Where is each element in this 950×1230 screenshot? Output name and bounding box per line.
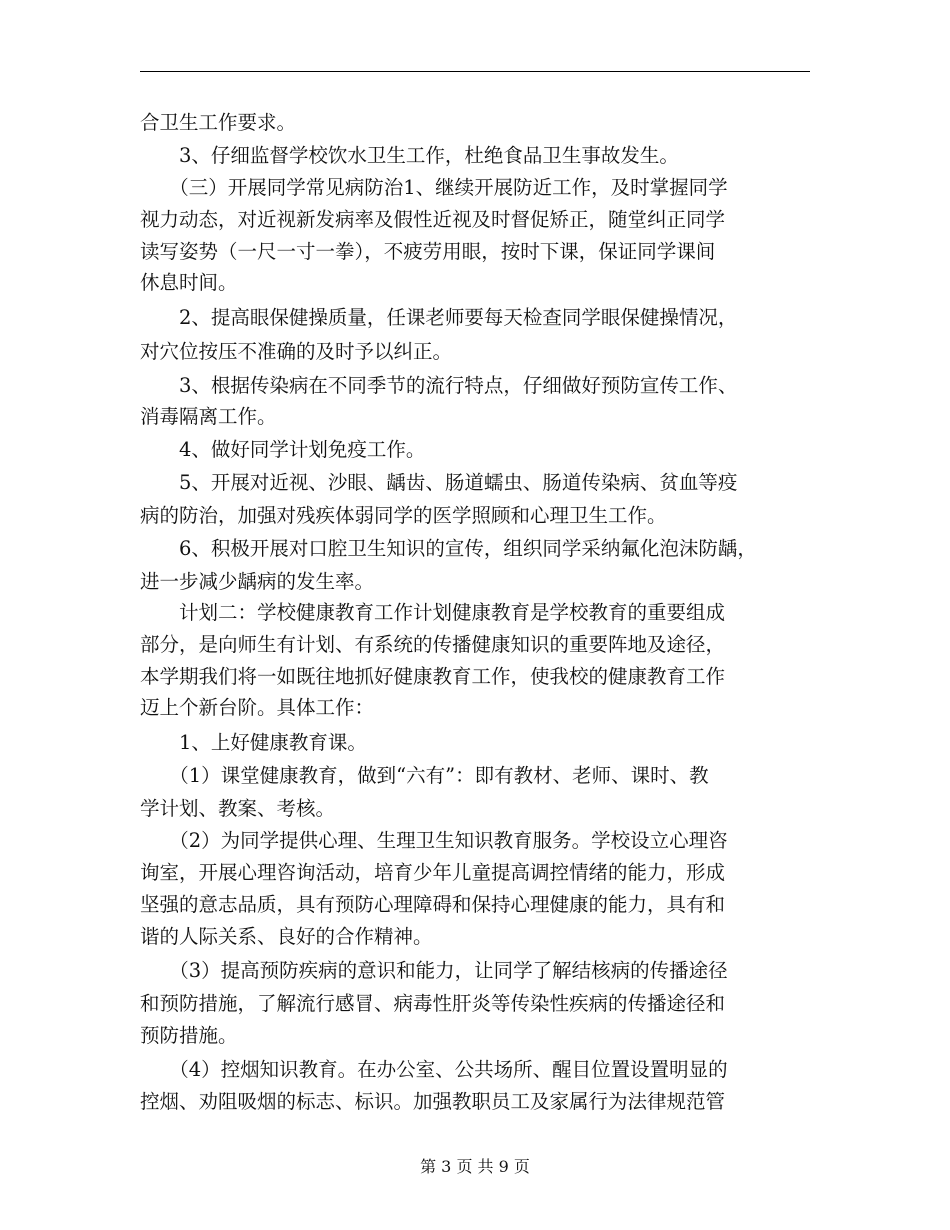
body-line: （1）课堂健康教育，做到“六有”：即有教材、老师、课时、教 <box>140 764 709 787</box>
body-line: 控烟、劝阻吸烟的标志、标识。加强教职员工及家属行为法律规范管 <box>140 1090 726 1113</box>
body-line: 休息时间。 <box>140 271 238 294</box>
body-line: 读写姿势（一尺一寸一拳），不疲劳用眼，按时下课，保证同学课间 <box>140 240 716 263</box>
body-line: 2、提高眼保健操质量，任课老师要每天检查同学眼保健操情况， <box>140 306 738 329</box>
body-line: 谐的人际关系、良好的合作精神。 <box>140 925 433 948</box>
body-line: 1、上好健康教育课。 <box>140 731 367 754</box>
body-line: 进一步减少龋病的发生率。 <box>140 570 375 593</box>
body-line: 对穴位按压不准确的及时予以纠正。 <box>140 340 453 363</box>
page-number-footer: 第 3 页 共 9 页 <box>420 1157 530 1176</box>
body-line: 视力动态，对近视新发病率及假性近视及时督促矫正，随堂纠正同学 <box>140 208 726 231</box>
body-line: 3、仔细监督学校饮水卫生工作，杜绝食品卫生事故发生。 <box>140 144 679 167</box>
body-line: 和预防措施，了解流行感冒、病毒性肝炎等传染性疾病的传播途径和 <box>140 992 726 1015</box>
body-line: 合卫生工作要求。 <box>140 111 297 134</box>
header-rule <box>140 71 810 72</box>
body-line: 询室，开展心理咨询活动，培育少年儿童提高调控情绪的能力，形成 <box>140 861 726 884</box>
body-line: 病的防治，加强对残疾体弱同学的医学照顾和心理卫生工作。 <box>140 504 667 527</box>
body-line: （3）提高预防疾病的意识和能力，让同学了解结核病的传播途径 <box>140 959 728 982</box>
body-line: 学计划、教案、考核。 <box>140 797 336 820</box>
body-line: 计划二：学校健康教育工作计划健康教育是学校教育的重要组成 <box>140 601 726 624</box>
body-line: （三）开展同学常见病防治1、继续开展防近工作，及时掌握同学 <box>140 176 728 199</box>
body-line: 6、积极开展对口腔卫生知识的宣传，组织同学采纳氟化泡沫防龋， <box>140 537 757 560</box>
body-line: 部分，是向师生有计划、有系统的传播健康知识的重要阵地及途径， <box>140 633 726 656</box>
body-line: 坚强的意志品质，具有预防心理障碍和保持心理健康的能力，具有和 <box>140 893 726 916</box>
body-line: 消毒隔离工作。 <box>140 405 277 428</box>
body-line: 迈上个新台阶。具体工作： <box>140 696 375 719</box>
body-line: （4）控烟知识教育。在办公室、公共场所、醒目位置设置明显的 <box>140 1058 728 1081</box>
body-line: 预防措施。 <box>140 1024 238 1047</box>
body-line: 3、根据传染病在不同季节的流行特点，仔细做好预防宣传工作、 <box>140 374 738 397</box>
body-line: 4、做好同学计划免疫工作。 <box>140 438 426 461</box>
body-line: 5、开展对近视、沙眼、龋齿、肠道蠕虫、肠道传染病、贫血等疫 <box>140 471 738 494</box>
body-line: （2）为同学提供心理、生理卫生知识教育服务。学校设立心理咨 <box>140 829 728 852</box>
body-line: 本学期我们将一如既往地抓好健康教育工作，使我校的健康教育工作 <box>140 665 726 688</box>
